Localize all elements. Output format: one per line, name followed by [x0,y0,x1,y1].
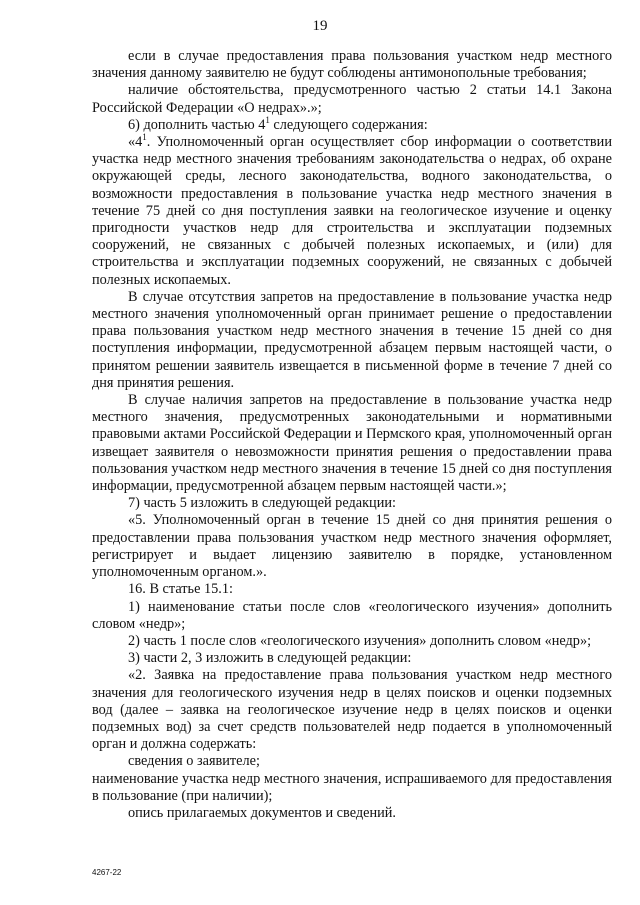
page-number: 19 [312,18,328,34]
paragraph-law-reference: наличие обстоятельства, предусмотренного частью 2 статьи 14.1 Закона Российской Федерации «О недрах».»; [92,82,612,116]
paragraph-item-6: 6) дополнить частью $4^1$ следующего содержания: [128,115,428,133]
paragraph-sub-1: 1) наименование статьи после слов «геологического изучения» дополнить словом «недр»; [92,598,612,632]
paragraph-item-7: 7) часть 5 изложить в следующей редакции: [128,495,396,512]
document-code: 4267-22 [92,868,122,877]
paragraph-part-4-1: «$4^1$. Уполномоченный орган осуществляет сбор информации о соответствии участка недр местного значения требованиям законодательства о недрах, об охране окружающей среды, лесного законодательства, водного законодательства, о возможности предоставления в пользование участка недр местного значения в течение 75 дней со дня поступления заявки на геологическое изучение и оценку пригодности участков недр для строительства и эксплуатации подземных сооружений, не связанных с добычей полезных ископаемых, и (или) для строительства и эксплуатации подземных сооружений, не связанных с добычей полезных ископаемых. [92,132,612,288]
paragraph-article-16: 16. В статье 15.1: [128,581,233,598]
document-body [92,48,612,822]
paragraph-site-name: наименование участка недр местного значения, испрашиваемого для предоставления в пользование (при наличии); [92,770,612,804]
paragraph-prohibitions: В случае наличия запретов на предоставление в пользование участка недр местного значения, предусмотренных законодательными и нормативными правовыми актами Российской Федерации и Пермского края, уполномоченный орган извещает заявителя о невозможности принятия решения о предоставлении права пользования участком недр местного значения в течение 15 дней со дня поступления информации, предусмотренной абзацем первым настоящей части.»; [92,392,612,495]
paragraph-no-prohibitions: В случае отсутствия запретов на предоставление в пользование участка недр местного значения уполномоченный орган принимает решение о предоставлении права пользования участком недр местного значения в течение 15 дней со дня поступления информации, предусмотренной абзацем первым настоящей части, о принятом решении заявитель извещается в письменной форме в течение 7 дней со дня принятия решения. [92,288,612,391]
paragraph-antimonopoly: если в случае предоставления права пользования участком недр местного значения данному заявителю не будут соблюдены антимонопольные требования; [92,48,612,82]
paragraph-part-5: «5. Уполномоченный орган в течение 15 дней со дня принятия решения о предоставлении права пользования участком недр местного значения оформляет, регистрирует и выдает лицензию заявителю в порядке, установленном уполномоченным органом.». [92,512,612,581]
paragraph-applicant-info: сведения о заявителе; [128,753,260,770]
paragraph-sub-2: 2) часть 1 после слов «геологического изучения» дополнить словом «недр»; [128,632,592,649]
paragraph-sub-3: 3) части 2, 3 изложить в следующей редакции: [128,650,412,667]
paragraph-part-2: «2. Заявка на предоставление права пользования участком недр местного значения для геологического изучения недр в целях поисков и оценки подземных вод (далее – заявка на геологическое изучение недр в целях поисков и оценки подземных вод) за счет средств пользователей недр подается в уполномоченный орган и должна содержать: [92,667,612,753]
paragraph-inventory: опись прилагаемых документов и сведений. [128,804,396,821]
